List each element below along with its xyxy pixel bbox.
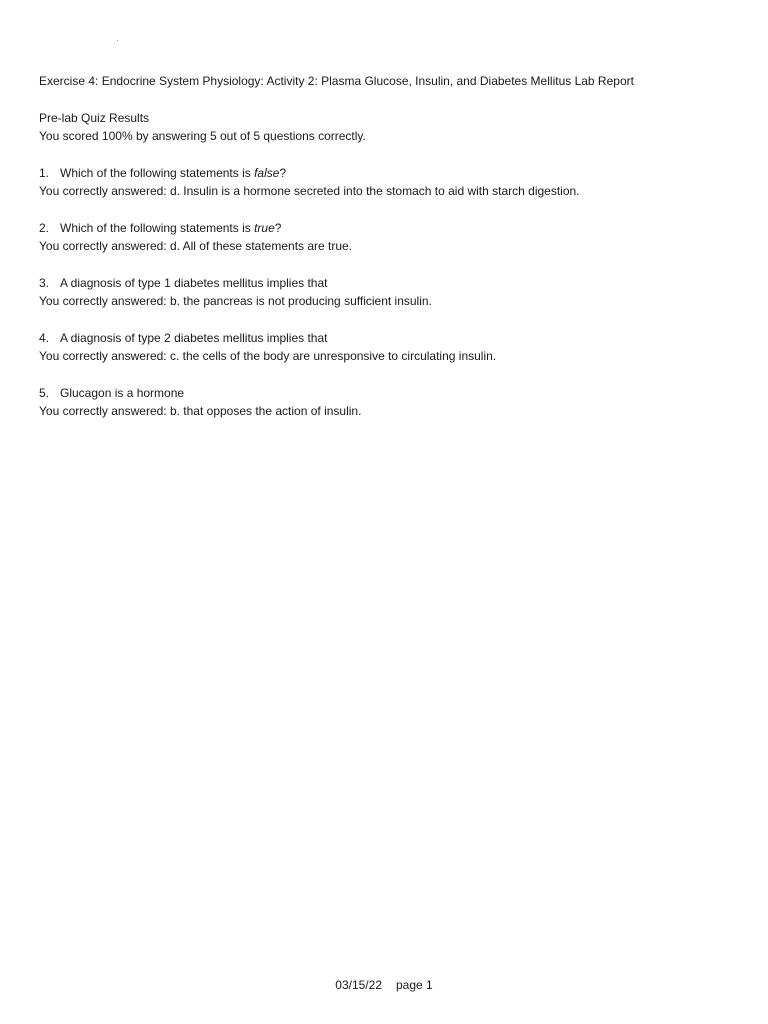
question-number: 2. [39,221,50,235]
question-prompt [39,274,580,292]
question-item-5 [39,384,580,420]
question-number: 5. [39,386,50,400]
score-line: You scored 100% by answering 5 out of 5 questions correctly. [39,129,366,143]
quiz-summary [39,109,366,145]
prompt-suffix: ? [279,166,287,180]
prompt-text: Which of the following statements is [60,221,255,235]
question-prompt [39,384,580,402]
question-item-3 [39,274,580,310]
prompt-text: A diagnosis of type 1 diabetes mellitus implies that [60,276,328,290]
question-list [39,164,580,439]
prompt-text: Which of the following statements is [60,166,255,180]
answer-line: You correctly answered: c. the cells of the body are unresponsive to circulating insulin. [39,349,497,363]
prompt-text: Glucagon is a hormone [60,386,185,400]
footer-date: 03/15/22 [335,978,382,992]
question-prompt [39,329,580,347]
question-number: 1. [39,166,50,180]
question-prompt [39,219,580,237]
answer-line: You correctly answered: d. All of these statements are true. [39,239,353,253]
question-number: 4. [39,331,50,345]
answer-line: You correctly answered: b. that opposes the action of insulin. [39,404,362,418]
question-prompt [39,164,580,182]
report-title: Exercise 4: Endocrine System Physiology: Activity 2: Plasma Glucose, Insulin, and Diabetes Mellitus Lab Report [39,74,634,88]
question-number: 3. [39,276,50,290]
scan-speck [117,40,118,41]
prompt-emphasis: false [254,166,280,180]
answer-line: You correctly answered: d. Insulin is a hormone secreted into the stomach to aid with starch digestion. [39,184,580,198]
prompt-text: A diagnosis of type 2 diabetes mellitus implies that [60,331,328,345]
question-item-4 [39,329,580,365]
page-footer [0,976,768,994]
answer-line: You correctly answered: b. the pancreas is not producing sufficient insulin. [39,294,432,308]
summary-heading: Pre-lab Quiz Results [39,111,150,125]
question-item-1 [39,164,580,200]
prompt-suffix: ? [274,221,282,235]
question-item-2 [39,219,580,255]
footer-page-number: page 1 [396,978,433,992]
prompt-emphasis: true [254,221,275,235]
